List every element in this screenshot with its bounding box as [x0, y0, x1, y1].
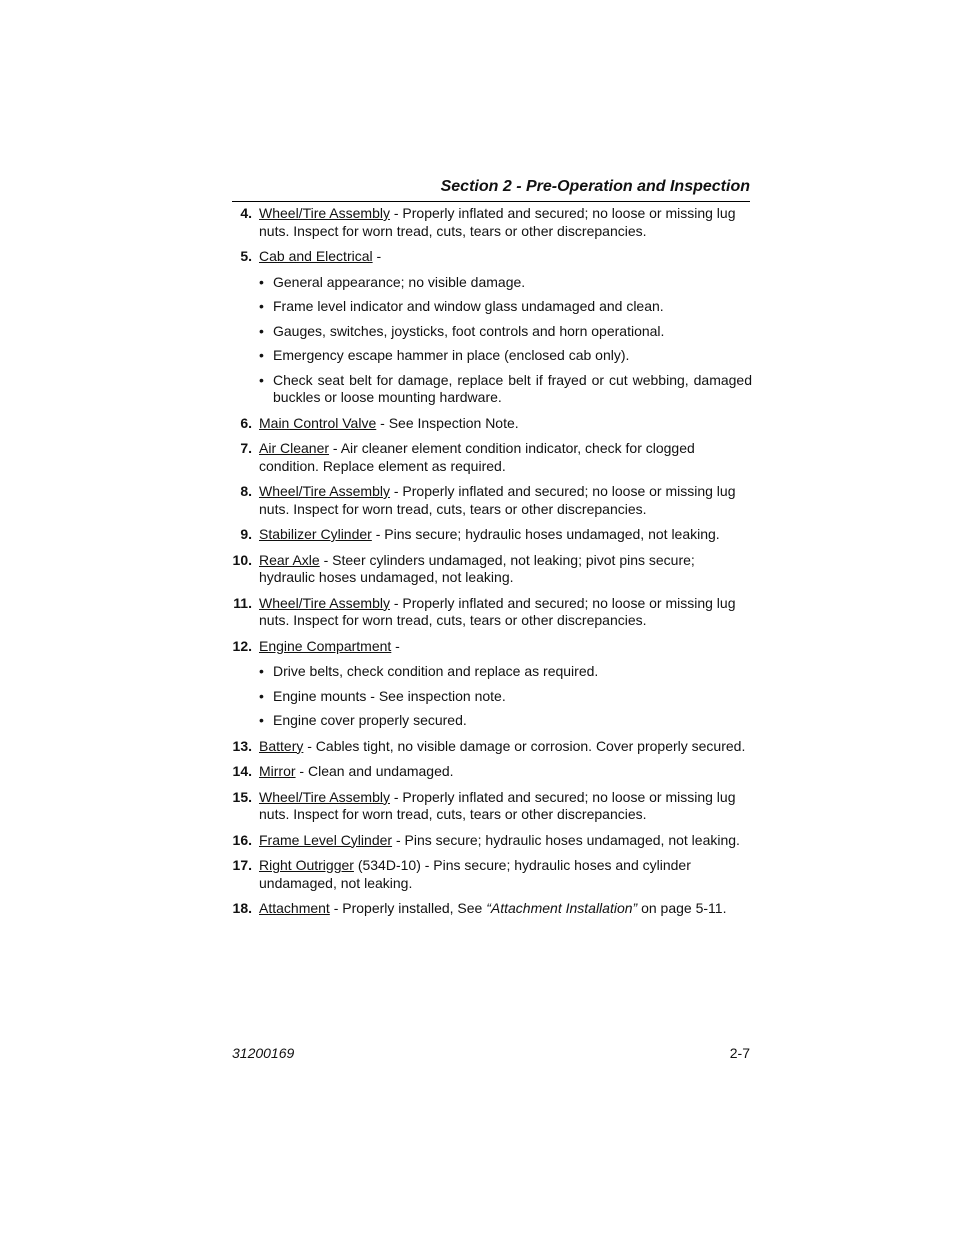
inspection-item	[232, 789, 752, 824]
section-title: Section 2 - Pre-Operation and Inspection	[440, 178, 750, 195]
item-label: Battery	[259, 737, 304, 754]
item-body	[259, 900, 752, 918]
item-number: 6.	[240, 414, 252, 431]
item-body	[259, 857, 752, 892]
item-label: Mirror	[259, 763, 296, 779]
item-label: Air Cleaner	[259, 440, 330, 456]
inspection-item	[232, 638, 752, 730]
item-body	[259, 248, 752, 407]
item-label: Right Outrigger	[259, 857, 354, 873]
item-description: - Steer cylinders undamaged, not leaking; pivot pins secure; hydraulic hoses undamaged, not leaking.	[259, 551, 695, 585]
item-description: - Air cleaner element condition indicator, check for clogged condition. Replace element as required.	[259, 440, 695, 474]
item-description: -	[391, 637, 400, 654]
item-label: Frame Level Cylinder	[259, 831, 393, 848]
inspection-list	[232, 205, 752, 926]
inspection-item	[232, 483, 752, 518]
item-number: 8.	[240, 483, 252, 499]
inspection-item	[232, 857, 752, 892]
item-description: - Clean and undamaged.	[295, 763, 454, 779]
item-number: 10.	[232, 551, 252, 568]
bullet-text: Engine cover properly secured.	[273, 712, 467, 728]
item-number: 7.	[240, 440, 252, 456]
item-body	[259, 440, 752, 475]
item-number: 12.	[232, 637, 252, 654]
bullet-dot-icon: •	[259, 371, 264, 388]
bullet-item	[259, 274, 752, 292]
bullet-item	[259, 347, 752, 365]
item-label: Stabilizer Cylinder	[259, 526, 372, 542]
item-description: - See Inspection Note.	[376, 414, 519, 431]
bullet-item	[259, 688, 752, 706]
bullet-item	[259, 372, 752, 407]
inspection-item	[232, 832, 752, 850]
bullet-dot-icon: •	[259, 687, 264, 704]
inspection-item	[232, 552, 752, 587]
item-label: Attachment	[259, 900, 330, 916]
item-label: Wheel/Tire Assembly	[259, 594, 390, 611]
item-description: - Pins secure; hydraulic hoses undamaged, not leaking.	[371, 526, 720, 542]
inspection-item	[232, 440, 752, 475]
item-description: - Cables tight, no visible damage or corrosion. Cover properly secured.	[303, 737, 746, 754]
bullet-dot-icon: •	[259, 347, 264, 363]
item-number: 4.	[240, 205, 252, 221]
page-number: 2-7	[729, 1045, 750, 1061]
inspection-item	[232, 738, 752, 756]
item-number: 14.	[232, 763, 252, 779]
item-number: 13.	[232, 737, 252, 754]
item-description: - Pins secure; hydraulic hoses undamaged, not leaking.	[392, 831, 740, 848]
section-header	[232, 176, 750, 202]
inspection-item	[232, 763, 752, 781]
item-description-tail: on page 5-11.	[637, 900, 727, 916]
item-description: - Properly inflated and secured; no loose or missing lug nuts. Inspect for worn tread, cuts, tears or other discrepancies.	[259, 483, 736, 517]
item-label: Rear Axle	[259, 551, 320, 568]
bullet-text: Drive belts, check condition and replace as required.	[273, 663, 599, 679]
bullet-item	[259, 712, 752, 730]
bullet-dot-icon: •	[259, 298, 264, 314]
item-label: Engine Compartment	[259, 637, 392, 654]
item-label: Cab and Electrical	[259, 248, 373, 264]
item-body	[259, 205, 752, 240]
inspection-item	[232, 900, 752, 918]
bullet-item	[259, 298, 752, 316]
item-body	[259, 738, 752, 756]
inspection-item	[232, 205, 752, 240]
item-description: - Properly inflated and secured; no loose or missing lug nuts. Inspect for worn tread, cuts, tears or other discrepancies.	[259, 594, 736, 628]
item-body	[259, 789, 752, 824]
item-label: Wheel/Tire Assembly	[259, 788, 390, 805]
bullet-dot-icon: •	[259, 712, 264, 728]
item-description: (534D-10) - Pins secure; hydraulic hoses and cylinder undamaged, not leaking.	[259, 857, 691, 891]
bullet-dot-icon: •	[259, 273, 264, 290]
item-body	[259, 552, 752, 587]
inspection-item	[232, 415, 752, 433]
item-number: 9.	[240, 526, 252, 542]
document-number: 31200169	[232, 1045, 295, 1061]
item-label: Wheel/Tire Assembly	[259, 205, 390, 221]
bullet-text: Frame level indicator and window glass undamaged and clean.	[273, 298, 664, 314]
bullet-text: General appearance; no visible damage.	[273, 273, 526, 290]
item-number: 5.	[240, 248, 252, 264]
item-number: 11.	[233, 594, 252, 611]
item-body	[259, 763, 752, 781]
item-description: - Properly inflated and secured; no loose or missing lug nuts. Inspect for worn tread, cuts, tears or other discrepancies.	[259, 788, 736, 822]
item-body	[259, 415, 752, 433]
bullet-list	[259, 274, 752, 407]
item-number: 15.	[232, 788, 252, 805]
inspection-item	[232, 595, 752, 630]
item-body	[259, 483, 752, 518]
item-description: -	[372, 248, 382, 264]
item-label: Wheel/Tire Assembly	[259, 483, 390, 499]
item-number: 18.	[232, 900, 252, 916]
item-body	[259, 638, 752, 730]
item-body	[259, 832, 752, 850]
item-number: 17.	[232, 857, 252, 873]
bullet-item	[259, 663, 752, 681]
bullet-text: Gauges, switches, joysticks, foot controls and horn operational.	[273, 322, 665, 339]
item-description: - Properly installed, See	[329, 900, 487, 916]
item-number: 16.	[232, 831, 252, 848]
bullet-dot-icon: •	[259, 322, 264, 339]
inspection-item	[232, 526, 752, 544]
bullet-text: Emergency escape hammer in place (enclosed cab only).	[273, 347, 630, 363]
bullet-dot-icon: •	[259, 663, 264, 679]
inspection-item	[232, 248, 752, 407]
bullet-list	[259, 663, 752, 730]
item-reference: “Attachment Installation”	[486, 900, 638, 916]
item-body	[259, 595, 752, 630]
bullet-item	[259, 323, 752, 341]
item-description: - Properly inflated and secured; no loose or missing lug nuts. Inspect for worn tread, cuts, tears or other discrepancies.	[259, 205, 736, 239]
bullet-text: Check seat belt for damage, replace belt if frayed or cut webbing, damaged buckles or loose mounting hardware.	[273, 371, 752, 405]
bullet-text: Engine mounts - See inspection note.	[273, 687, 506, 704]
item-body	[259, 526, 752, 544]
item-label: Main Control Valve	[259, 414, 377, 431]
